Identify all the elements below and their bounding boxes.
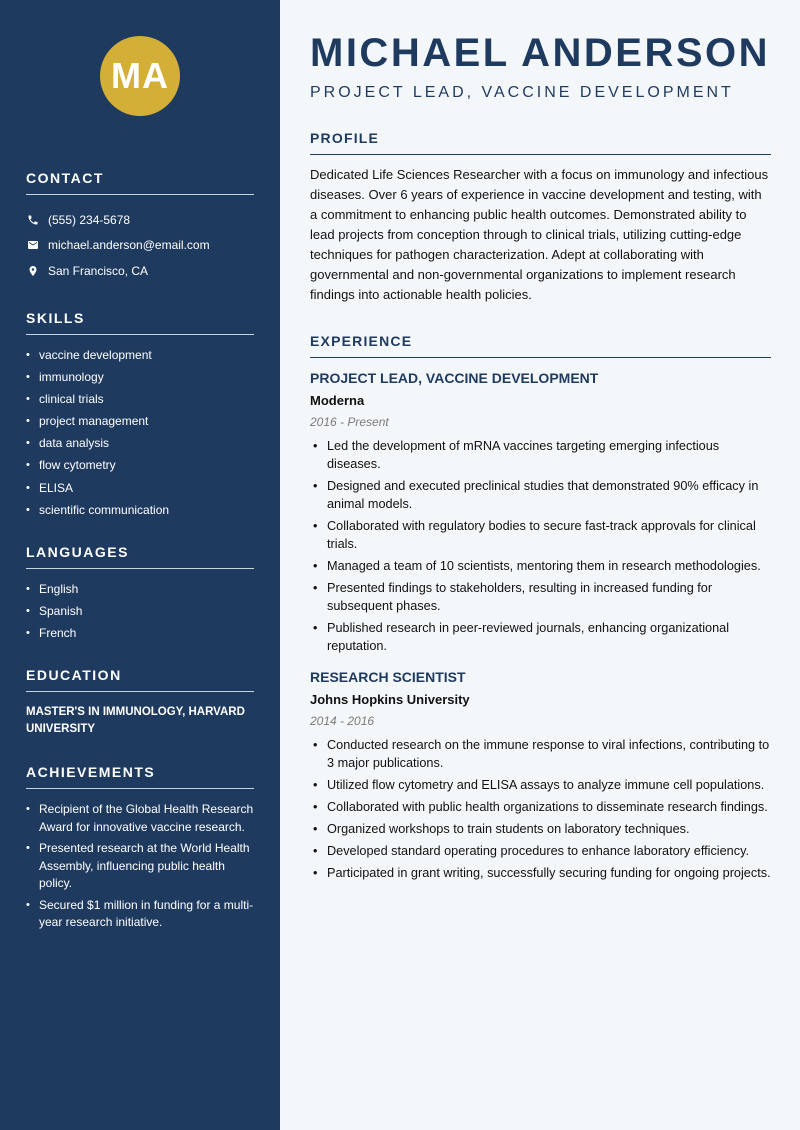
education-section: [26, 667, 254, 738]
list-item: • project management: [26, 413, 254, 429]
list-item: • Organized workshops to train students on laboratory techniques.: [310, 820, 771, 838]
contact-location: [26, 258, 254, 284]
job-dates: 2014 - 2016: [310, 714, 375, 728]
list-item: • Collaborated with public health organizations to disseminate research findings.: [310, 798, 771, 816]
achievements-list: [26, 801, 254, 932]
experience-heading: EXPERIENCE: [310, 333, 771, 358]
contact-heading: CONTACT: [26, 170, 254, 195]
profile-text: Dedicated Life Sciences Researcher with a focus on immunology and infectious diseases. Over 6 years of experience in vaccine development and testing, with a commitment to enhancing public health outcomes. Demonstrated ability to lead projects from conception through to clinical trials, utilizing cutting-edge techniques for pathogen characterization. Adept at collaborating with governmental and non-governmental organizations to implement research findings into actionable health policies.: [310, 167, 769, 302]
job-dates: 2016 - Present: [310, 415, 389, 429]
list-item: • scientific communication: [26, 502, 254, 518]
phone-text: (555) 234-5678: [48, 212, 131, 227]
job-bullets: [310, 437, 771, 655]
profile-heading: PROFILE: [310, 130, 771, 155]
list-item: • Managed a team of 10 scientists, mentoring them in research methodologies.: [310, 557, 771, 575]
list-item: • Presented research at the World Health Assembly, influencing public health policy.: [26, 840, 254, 893]
list-item: • flow cytometry: [26, 457, 254, 473]
job-company: Moderna: [310, 393, 365, 408]
list-item: • Designed and executed preclinical studies that demonstrated 90% efficacy in animal models.: [310, 477, 771, 513]
phone-icon: [26, 213, 40, 227]
email-text: michael.anderson@email.com: [48, 238, 210, 253]
main-content: [280, 0, 800, 1130]
list-item: • Spanish: [26, 603, 254, 619]
contact-email: [26, 233, 254, 259]
achievements-heading: ACHIEVEMENTS: [26, 764, 254, 789]
list-item: • Secured $1 million in funding for a multi-year research initiative.: [26, 897, 254, 932]
candidate-title: PROJECT LEAD, VACCINE DEVELOPMENT: [310, 84, 734, 101]
list-item: • clinical trials: [26, 391, 254, 407]
job-role: PROJECT LEAD, VACCINE DEVELOPMENT: [310, 370, 599, 386]
education-heading: EDUCATION: [26, 667, 254, 692]
skills-section: [26, 310, 254, 518]
candidate-name: MICHAEL ANDERSON: [310, 31, 771, 75]
languages-section: [26, 544, 254, 641]
list-item: • Developed standard operating procedures to enhance laboratory efficiency.: [310, 842, 771, 860]
list-item: • Conducted research on the immune response to viral infections, contributing to 3 major publications.: [310, 736, 771, 772]
list-item: • data analysis: [26, 435, 254, 451]
list-item: • Presented findings to stakeholders, resulting in increased funding for subsequent phases.: [310, 579, 771, 615]
job-entry: [310, 669, 771, 882]
job-entry: [310, 370, 771, 655]
skills-list: [26, 347, 254, 518]
languages-heading: LANGUAGES: [26, 544, 254, 569]
list-item: • Published research in peer-reviewed journals, enhancing organizational reputation.: [310, 619, 771, 655]
contact-phone: [26, 207, 254, 233]
list-item: • immunology: [26, 369, 254, 385]
list-item: • Recipient of the Global Health Research Award for innovative vaccine research.: [26, 801, 254, 836]
education-degree: MASTER'S IN IMMUNOLOGY, HARVARD UNIVERSITY: [26, 706, 245, 736]
job-company: Johns Hopkins University: [310, 692, 470, 707]
job-bullets: [310, 736, 771, 882]
contact-section: [26, 170, 254, 284]
email-icon: [26, 238, 40, 252]
list-item: • Collaborated with regulatory bodies to secure fast-track approvals for clinical trials.: [310, 517, 771, 553]
list-item: • Led the development of mRNA vaccines targeting emerging infectious diseases.: [310, 437, 771, 473]
list-item: • Utilized flow cytometry and ELISA assays to analyze immune cell populations.: [310, 776, 771, 794]
avatar: MA: [100, 36, 180, 116]
achievements-section: [26, 764, 254, 932]
list-item: • Participated in grant writing, successfully securing funding for ongoing projects.: [310, 864, 771, 882]
list-item: • English: [26, 581, 254, 597]
languages-list: [26, 581, 254, 641]
sidebar: [0, 0, 280, 1130]
location-pin-icon: [26, 264, 40, 278]
skills-heading: SKILLS: [26, 310, 254, 335]
list-item: • French: [26, 625, 254, 641]
list-item: • vaccine development: [26, 347, 254, 363]
list-item: • ELISA: [26, 480, 254, 496]
location-text: San Francisco, CA: [48, 263, 149, 278]
job-role: RESEARCH SCIENTIST: [310, 669, 466, 685]
